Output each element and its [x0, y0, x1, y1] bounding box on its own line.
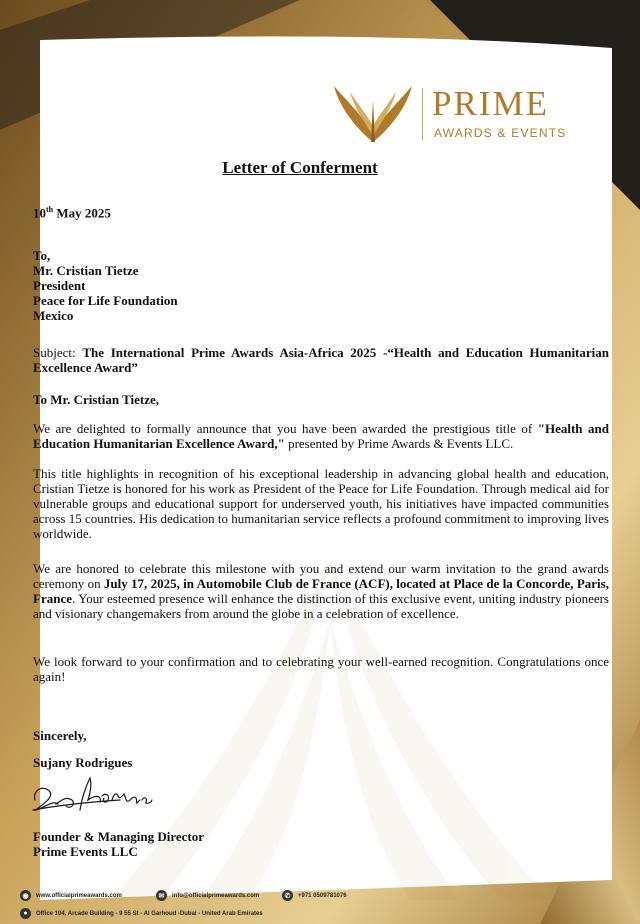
recipient-address — [33, 248, 609, 323]
address-line: Mr. Cristian Tietze — [33, 263, 139, 278]
brand-subtitle: AWARDS & EVENTS — [434, 126, 567, 140]
footer-email[interactable]: ✉ info@officialprimeawards.com — [156, 890, 259, 901]
email-icon: ✉ — [156, 890, 167, 901]
location-pin-icon: ● — [20, 908, 31, 919]
subject-line: Subject: The International Prime Awards Asia-Africa 2025 -“Health and Education Humanitarian Excellence Award” — [33, 345, 609, 375]
signer-organization: Prime Events LLC — [33, 844, 138, 859]
address-line: To, — [33, 248, 51, 263]
address-line: Peace for Life Foundation — [33, 293, 178, 308]
brand-logo — [330, 80, 590, 146]
paragraph-invitation: We are honored to celebrate this milestone with you and extend our warm invitation to the grand awards ceremony on July 17, 2025, in Automobile Club de France (ACF), located at Place de la Concorde, Paris, France. Your esteemed presence will enhance the distinction of this exclusive event, uniting industry pioneers and visionary changemakers from around the globe in a celebration of excellence. — [33, 561, 609, 621]
address-line: President — [33, 278, 86, 293]
signer-name: Sujany Rodrigues — [33, 755, 133, 770]
footer-phone[interactable]: ✆ +971 0509781076 — [282, 890, 347, 901]
brand-name: PRIME — [432, 84, 549, 123]
handwritten-signature — [30, 770, 155, 828]
letter-date: 10th May 2025 — [33, 205, 111, 221]
logo-divider — [422, 88, 423, 140]
address-line: Mexico — [33, 308, 74, 323]
salutation: To Mr. Cristian Tietze, — [33, 392, 160, 407]
letter-title: Letter of Conferment — [222, 158, 378, 177]
globe-icon: ◉ — [20, 890, 31, 901]
letter-footer — [0, 884, 640, 924]
paragraph-closing: We look forward to your confirmation and to celebrating your well-earned recognition. Congratulations once again! — [33, 654, 609, 684]
wings-emblem-icon — [330, 80, 416, 146]
paragraph-award: We are delighted to formally announce that you have been awarded the prestigious title of "Health and Education Humanitarian Excellence Award," presented by Prime Awards & Events LLC. — [33, 421, 609, 451]
signer-title: Founder & Managing Director — [33, 829, 205, 844]
footer-address: ● Office 104, Arcade Building - 9 55 St - Al Garhoud -Dubai - United Arab Emirates — [20, 908, 263, 919]
footer-website[interactable]: ◉ www.officialprimeawards.com — [20, 890, 122, 901]
phone-icon: ✆ — [282, 890, 293, 901]
closing-phrase: Sincerely, — [33, 728, 87, 743]
paragraph-recognition: This title highlights in recognition of his exceptional leadership in advancing global health and education, Cristian Tietze is honored for his work as President of the Peace for Life Foundation. Through medical aid for vulnerable groups and educational support for underserved youth, his initiatives have impacted communities across 15 countries. His dedication to humanitarian service reflects a profound commitment to improving lives worldwide. — [33, 466, 609, 541]
